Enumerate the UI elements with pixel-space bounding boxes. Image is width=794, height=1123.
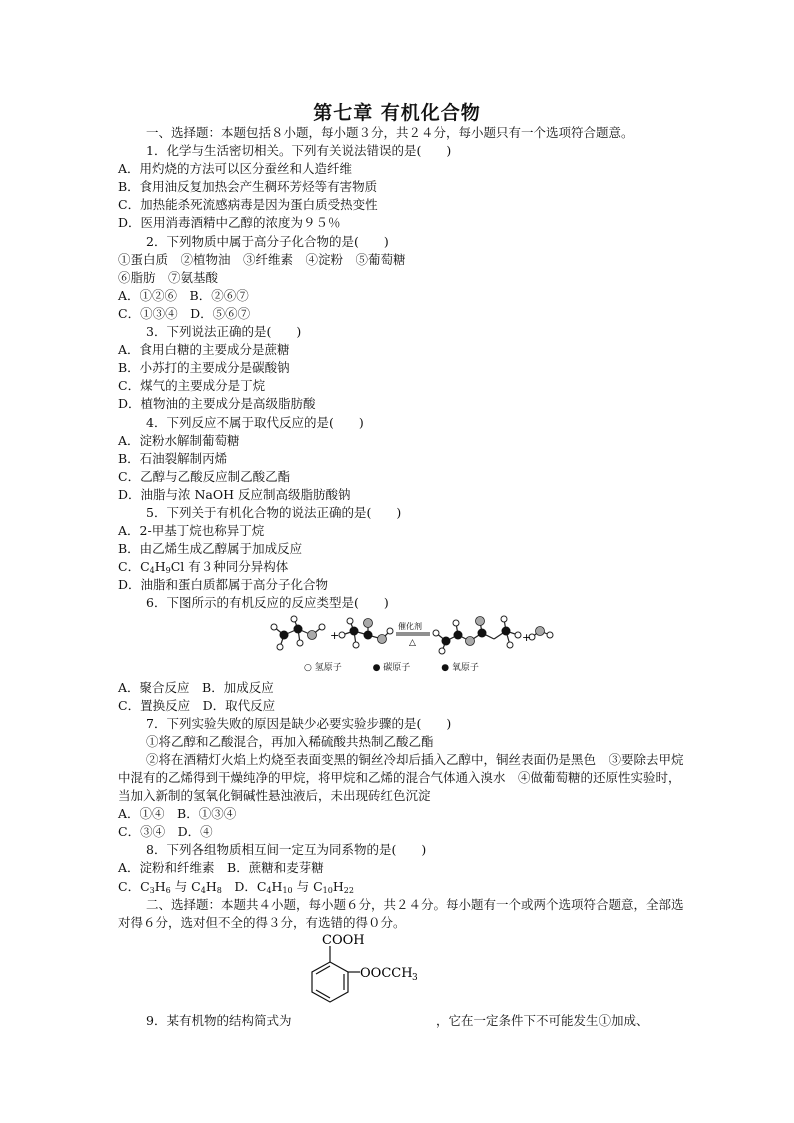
text-line: ①蛋白质 ②植物油 ③纤维素 ④淀粉 ⑤葡萄糖: [118, 251, 406, 267]
questions-1-5: [118, 124, 686, 558]
legend-carbon: ● 碳原子: [372, 662, 411, 673]
text-line: 4．下列反应不属于取代反应的是( ): [146, 414, 364, 430]
text-line: D．油脂与浓 NaOH 反应制高级脂肪酸钠: [118, 486, 351, 502]
text-line: A．①④ B．①③④: [118, 806, 237, 822]
cooh-label: COOH: [322, 932, 365, 948]
q9-text-a: 9．某有机物的结构简式为: [146, 1012, 292, 1028]
text-line: C．置换反应 D．取代反应: [118, 697, 276, 713]
text-line: B．小苏打的主要成分是碳酸钠: [118, 360, 290, 376]
legend-oxygen: ● 氧原子: [441, 662, 479, 673]
text-line: C．加热能杀死流感病毒是因为蛋白质受热变性: [118, 197, 378, 213]
catalyst-label: 催化剂: [398, 621, 422, 631]
svg-text:+: +: [522, 630, 532, 644]
text-line: C．乙醇与乙酸反应制乙酸乙酯: [118, 468, 291, 484]
svg-text:+: +: [330, 628, 340, 642]
reaction-figure: [118, 613, 686, 679]
text-line: C．①③④ D．⑤⑥⑦: [118, 305, 251, 321]
text-line: 6．下图所示的有机反应的反应类型是( ): [146, 595, 389, 611]
aspirin-structure: [300, 932, 440, 1012]
text-line: 3．下列说法正确的是( ): [146, 324, 302, 340]
text-line: A．2-甲基丁烷也称异丁烷: [118, 523, 265, 539]
text-line: 7．下列实验失败的原因是缺少必要实验步骤的是( ): [146, 715, 452, 731]
atom-legend: [304, 659, 507, 677]
text-line: B．由乙烯生成乙醇属于加成反应: [118, 541, 303, 557]
heat-symbol: △: [409, 637, 416, 648]
q9-text-b: ，它在一定条件下不可能发生①加成、: [436, 1012, 649, 1028]
text-line: C．煤气的主要成分是丁烷: [118, 378, 266, 394]
ester-label: OOCCH: [360, 965, 413, 981]
text-line: A．用灼烧的方法可以区分蚕丝和人造纤维: [118, 161, 353, 177]
text-line: 2．下列物质中属于高分子化合物的是( ): [146, 233, 389, 249]
section-2-header: 二、选择题：本题共４小题，每小题６分，共２４分。每小题有一个或两个选项符合题意，全部选对得６分，选对但不全的得３分，有选错的得０分。: [118, 896, 684, 930]
text-line: A．聚合反应 B．加成反应: [118, 679, 274, 695]
text-line: A．淀粉水解制葡萄糖: [118, 432, 240, 448]
q5-option-c: C．$C_4H_9Cl$ 有３种同分异构体: [118, 559, 289, 576]
text-line: 一、选择题：本题包括８小题，每小题３分，共２４分，每小题只有一个选项符合题意。: [146, 125, 634, 140]
legend-hydrogen: ○ 氢原子: [304, 662, 342, 673]
questions-7-8: [118, 805, 686, 877]
q8-options-cd: C．$C_3H_6$ 与 $C_4H_8$ D．$C_4H_{10}$ 与 $C_{10}H_{22}$: [118, 878, 354, 895]
text-line: A．①②⑥ B．②⑥⑦: [118, 287, 249, 303]
text-line: ①将乙醇和乙酸混合，再加入稀硫酸共热制乙酸乙酯: [146, 733, 434, 749]
structure-figure: [118, 932, 686, 1012]
text-line: A．食用白糖的主要成分是蔗糖: [118, 342, 290, 358]
question-9: [118, 1012, 686, 1032]
questions-5-6: [118, 576, 686, 612]
text-line: B．食用油反复加热会产生稠环芳烃等有害物质: [118, 179, 378, 195]
chapter-title: 第七章 有机化合物: [313, 102, 481, 124]
text-line: A．淀粉和纤维素 B．蔗糖和麦芽糖: [118, 860, 324, 876]
text-line: B．石油裂解制丙烯: [118, 450, 228, 466]
text-line: 5．下列关于有机化合物的说法正确的是( ): [146, 504, 402, 520]
question-body: [118, 124, 686, 1032]
questions-6-7: [118, 679, 686, 751]
text-line: 8．下列各组物质相互间一定互为同系物的是( ): [146, 842, 427, 858]
text-line: D．植物油的主要成分是高级脂肪酸: [118, 396, 316, 412]
text-line: D．医用消毒酒精中乙醇的浓度为９５％: [118, 215, 341, 231]
text-line: C．③④ D．④: [118, 824, 213, 840]
q7-paragraph: ②将在酒精灯火焰上灼烧至表面变黑的铜丝冷却后插入乙醇中，铜丝表面仍是黑色 ③要除去甲烷中混有的乙烯得到干燥纯净的甲烷，将甲烷和乙烯的混合气体通入溴水 ④做葡萄糖的还原性实验时，当加入新制的氢氧化铜碱性悬浊液后，未出现砖红色沉淀: [118, 751, 684, 804]
ester-subscript: 3: [412, 972, 418, 983]
text-line: ⑥脂肪 ⑦氨基酸: [118, 269, 219, 285]
reaction-diagram: [270, 613, 570, 657]
text-line: D．油脂和蛋白质都属于高分子化合物: [118, 577, 329, 593]
text-line: 1．化学与生活密切相关。下列有关说法错误的是( ): [146, 143, 452, 159]
